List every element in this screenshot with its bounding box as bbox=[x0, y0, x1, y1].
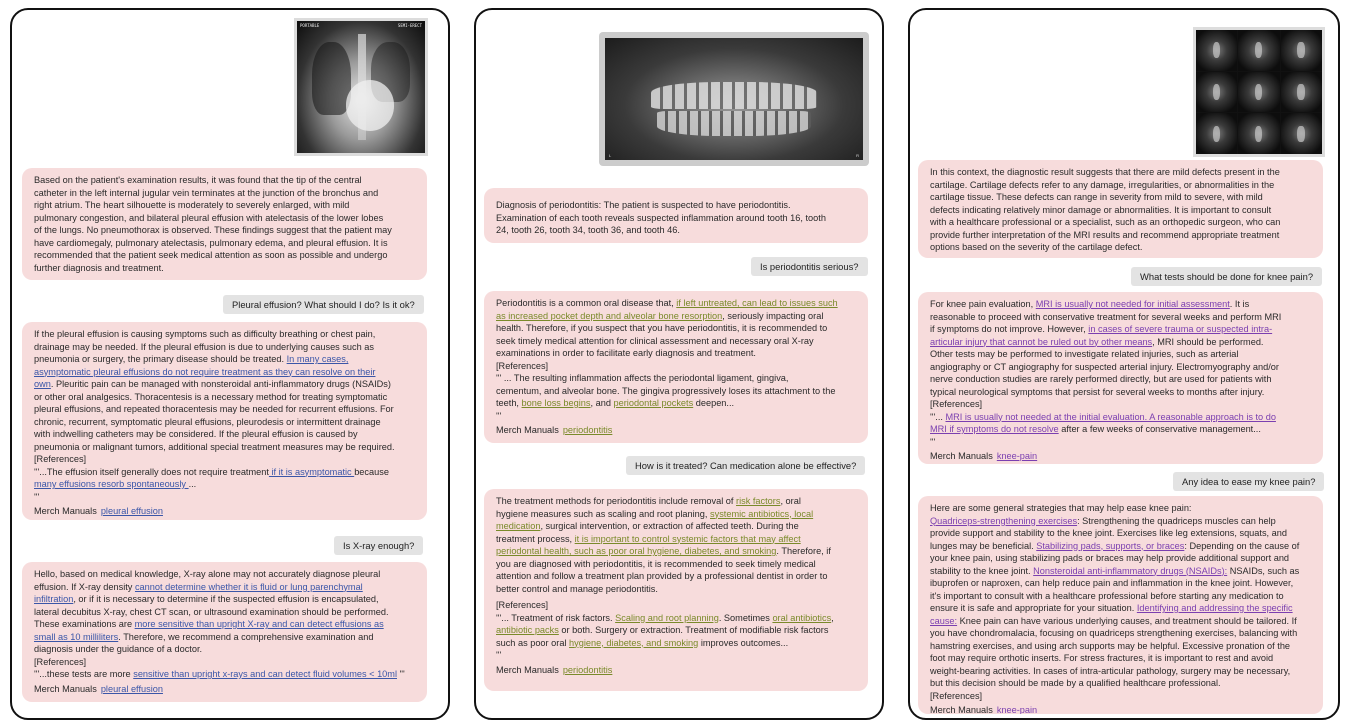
message-line: Other tests may be performed to investigate related injuries, such as arterial bbox=[930, 349, 1239, 359]
message-line: provide further interpretation of the MRI results and recommend appropriate treatment bbox=[930, 229, 1280, 240]
reference-link[interactable]: bone loss begins bbox=[521, 398, 591, 408]
evidence-link[interactable]: more sensitive than upright X-ray and can detect effusions as bbox=[134, 619, 384, 629]
message-line: nerve conduction studies are rarely performed directly, but are used for patients with bbox=[930, 374, 1272, 384]
message-line: better control and manage periodontitis. bbox=[496, 583, 658, 594]
source-label: Merch Manuals bbox=[930, 705, 993, 714]
message-line: cartilage tissue. These defects can range in severity from mild to severe, with mild bbox=[930, 192, 1263, 202]
reference-link[interactable]: MRI if symptoms do not resolve bbox=[930, 424, 1059, 434]
source-link[interactable]: knee-pain bbox=[996, 451, 1038, 461]
reference-link[interactable]: sensitive than upright x-rays and can detect fluid volumes < 10ml bbox=[133, 669, 397, 679]
pano-tag-left: L bbox=[609, 153, 612, 158]
reference-text: , bbox=[831, 612, 834, 623]
reference-text: ... bbox=[188, 479, 197, 489]
message-text: : Strengthening the quadriceps muscles can help bbox=[1077, 515, 1276, 526]
reference-text: improves outcomes... bbox=[698, 637, 789, 648]
assistant-message-diagnosis bbox=[918, 160, 1323, 258]
evidence-link[interactable]: it is important to control systemic factors that may affect bbox=[574, 533, 801, 544]
knee-mri-image bbox=[1193, 27, 1325, 157]
message-line: ibuprofen or naproxen, can help reduce pain and inflammation in the knee joint. However, bbox=[930, 578, 1294, 588]
message-line: you are diagnosed with periodontitis, it is recommended to seek timely medical bbox=[496, 558, 816, 569]
message-line: In this context, the diagnostic result suggests that there are mild defects present in the bbox=[930, 167, 1280, 177]
reference-link[interactable]: antibiotic packs bbox=[496, 625, 559, 635]
reference-text: cementum, and alveolar bone. The gingiva progressively loses its attachment to the bbox=[496, 385, 836, 396]
message-line: further diagnosis and treatment. bbox=[34, 262, 164, 273]
evidence-link[interactable]: cannot determine whether it is fluid or lung parenchymal bbox=[134, 581, 363, 592]
source-label: Merch Manuals bbox=[496, 425, 559, 435]
reference-text: ''' bbox=[496, 650, 502, 660]
evidence-link[interactable]: infiltration bbox=[34, 594, 74, 604]
message-text: . Pleuritic pain can be managed with nonsteroidal anti-inflammatory drugs (NSAIDs) bbox=[50, 379, 391, 389]
user-question-ease: Any idea to ease my knee pain? bbox=[1173, 472, 1324, 491]
references-label: [References] bbox=[34, 656, 87, 667]
source-row bbox=[496, 664, 856, 677]
message-text: The treatment methods for periodontitis include removal of bbox=[496, 496, 737, 506]
message-line: Here are some general strategies that may help ease knee pain: bbox=[930, 503, 1192, 513]
message-line: defects indicating relatively minor damage or abnormalities. It is important to consult bbox=[930, 204, 1272, 215]
message-text: , surgical intervention, or extraction of affected teeth. During the bbox=[540, 521, 799, 531]
message-text: Periodontitis is a common oral disease that, bbox=[496, 298, 677, 308]
message-line: pleural effusions, and repeated thoracentesis may be needed for recurrent effusions. For bbox=[34, 404, 394, 414]
message-text: . It is bbox=[1229, 299, 1250, 309]
evidence-link[interactable]: Stabilizing pads, supports, or braces bbox=[1036, 540, 1185, 551]
evidence-link[interactable]: periodontal health, such as poor oral hygiene, diabetes, and smoking bbox=[496, 546, 777, 556]
reference-text: '''...these tests are more bbox=[34, 669, 134, 679]
xray-tag-left: PORTABLE bbox=[300, 23, 320, 28]
assistant-message-tests bbox=[918, 292, 1323, 464]
chest-xray-image bbox=[294, 18, 428, 156]
message-text: hygiene measures such as scaling and root planing, bbox=[496, 508, 710, 519]
message-line: attention and follow a treatment plan provided by a professional dentist in order to bbox=[496, 571, 828, 581]
evidence-link[interactable]: In many cases, bbox=[286, 354, 349, 364]
reference-text: ''' bbox=[397, 669, 405, 679]
message-text: effusion. If X-ray density bbox=[34, 581, 135, 592]
message-text: : Depending on the cause of bbox=[1184, 540, 1300, 551]
chat-panel-knee bbox=[908, 8, 1340, 720]
user-question-tests: What tests should be done for knee pain? bbox=[1131, 267, 1322, 286]
message-text: Knee pain can have various underlying causes, and treatment should be tailored. If bbox=[957, 615, 1297, 626]
message-line: pneumonia or malignant tumors, additional special treatment measures may be required. bbox=[34, 441, 395, 452]
evidence-link[interactable]: Identifying and addressing the specific bbox=[1136, 603, 1293, 613]
message-line: lateral decubitus X-ray, chest CT scan, or ultrasound examination should be performed. bbox=[34, 606, 389, 617]
message-line: it's important to consult with a healthcare professional before starting any medication to bbox=[930, 590, 1284, 601]
assistant-message-treatment bbox=[484, 489, 868, 691]
message-line: Examination of each tooth reveals suspected inflammation around tooth 16, tooth bbox=[496, 212, 826, 223]
assistant-message-diagnosis bbox=[484, 188, 868, 243]
assistant-message-xray bbox=[22, 562, 427, 702]
message-line: typical neurological symptoms that persist for several weeks to months after injury. bbox=[930, 386, 1265, 397]
message-text: , MRI should be performed. bbox=[1152, 336, 1264, 347]
message-line: drainage may be needed. If the pleural effusion is due to underlying causes such as bbox=[34, 341, 374, 352]
source-row bbox=[930, 704, 1311, 714]
message-line: angiography or CT angiography for suspected arterial injury. Electromyography and/or bbox=[930, 361, 1279, 372]
message-text: These examinations are bbox=[34, 619, 135, 629]
message-line: examinations in order to facilitate early diagnosis and treatment. bbox=[496, 348, 756, 358]
message-line: weight-bearing activities. In cases of intra-articular pathology, surgery may be necessary, bbox=[930, 665, 1291, 676]
evidence-link[interactable]: asymptomatic pleural effusions do not require treatment as they can resolve on their bbox=[34, 366, 376, 377]
message-line: your knee pain, using stabilizing pads or braces may help provide additional support and bbox=[930, 553, 1290, 563]
source-link[interactable]: pleural effusion bbox=[100, 683, 163, 694]
message-text: treatment process, bbox=[496, 533, 575, 544]
reference-text: ''' bbox=[496, 410, 502, 421]
reference-text: or both. Surgery or extraction. Treatment of modifiable risk factors bbox=[558, 625, 829, 635]
message-line: If the pleural effusion is causing symptoms such as difficulty breathing or chest pain, bbox=[34, 329, 376, 339]
reference-link[interactable]: hygiene, diabetes, and smoking bbox=[569, 637, 699, 648]
source-label: Merch Manuals bbox=[930, 451, 993, 461]
source-row bbox=[34, 505, 415, 518]
pano-tag-right: R bbox=[856, 153, 859, 158]
message-line: have cardiomegaly, pulmonary atelectasis, pulmonary edema, and pleural effusion. It is bbox=[34, 237, 388, 248]
reference-text: ''' ... The resulting inflammation affects the periodontal ligament, gingiva, bbox=[496, 373, 789, 383]
source-link[interactable]: periodontitis bbox=[562, 425, 613, 435]
message-text: lunges may be beneficial. bbox=[930, 540, 1037, 551]
reference-text: because bbox=[354, 466, 389, 477]
message-text: ensure it is safe and appropriate for your situation. bbox=[930, 603, 1137, 613]
evidence-link[interactable]: Quadriceps-strengthening exercises bbox=[930, 515, 1078, 526]
message-line: foot may require orthotic inserts. For stress fractures, it is important to rest and avoid bbox=[930, 653, 1274, 663]
message-text: , seriously impacting oral bbox=[722, 310, 824, 321]
message-line: seek timely medical attention for clinical assessment and necessary oral X-ray bbox=[496, 335, 814, 346]
message-line: 24, tooth 26, tooth 34, tooth 36, and tooth 46. bbox=[496, 225, 680, 235]
source-row bbox=[34, 683, 415, 696]
reference-text: '''... bbox=[930, 411, 946, 422]
source-row bbox=[930, 450, 1311, 463]
chat-panel-dental bbox=[474, 8, 884, 720]
reference-text: after a few weeks of conservative management... bbox=[1058, 424, 1261, 434]
evidence-link[interactable]: as increased pocket depth and alveolar bone resorption bbox=[496, 310, 723, 321]
evidence-link[interactable]: MRI is usually not needed for initial assessment bbox=[1035, 299, 1230, 309]
references-label: [References] bbox=[34, 454, 87, 464]
message-line: cartilage. Cartilage defects refer to any damage, irregularities, or abnormalities in the bbox=[930, 179, 1275, 190]
message-text: , or if it is necessary to determine if the suspected effusion is encapsulated, bbox=[73, 594, 379, 604]
assistant-message-periodontitis bbox=[484, 291, 868, 443]
message-text: NSAIDs, such as bbox=[1227, 565, 1300, 576]
source-label: Merch Manuals bbox=[34, 506, 97, 516]
evidence-link[interactable]: articular injury that cannot be ruled out by other means bbox=[930, 336, 1153, 347]
message-line: Based on the patient's examination results, it was found that the tip of the central bbox=[34, 175, 362, 185]
message-text: pneumonia or surgery, the primary disease should be treated. bbox=[34, 354, 287, 364]
assistant-message-diagnosis bbox=[22, 168, 427, 280]
message-line: with indwelling catheters may be considered. If the pleural effusion is caused by bbox=[34, 429, 358, 439]
message-line: options based on the severity of the cartilage defect. bbox=[930, 242, 1143, 252]
source-link[interactable]: periodontitis bbox=[562, 664, 613, 675]
message-line: diagnosis under the guidance of a doctor. bbox=[34, 644, 203, 654]
reference-link[interactable]: oral antibiotics bbox=[772, 612, 832, 623]
message-line: reasonable to proceed with conservative treatment for several weeks and perform MRI bbox=[930, 311, 1282, 322]
user-question-serious: Is periodontitis serious? bbox=[751, 257, 868, 276]
reference-link[interactable]: if it is asymptomatic bbox=[268, 466, 355, 477]
evidence-link[interactable]: risk factors bbox=[736, 496, 781, 506]
message-text: , oral bbox=[780, 496, 801, 506]
message-line: pulmonary congestion, and bilateral pleural effusion with atelectasis of the lower lobes bbox=[34, 212, 384, 223]
reference-link[interactable]: MRI is usually not needed at the initial evaluation. A reasonable approach is to do bbox=[945, 411, 1276, 422]
message-line: catheter in the left internal jugular vein terminates at the junction of the bronchus and bbox=[34, 187, 379, 198]
evidence-link[interactable]: cause: bbox=[930, 615, 958, 626]
message-line: recommended that the patient seek medical attention as soon as possible and undergo bbox=[34, 250, 388, 260]
message-line: Diagnosis of periodontitis: The patient is suspected to have periodontitis. bbox=[496, 200, 791, 210]
reference-text: ''' bbox=[34, 491, 40, 502]
reference-text: , and bbox=[590, 398, 614, 408]
evidence-link[interactable]: medication bbox=[496, 521, 541, 531]
reference-text: deepen... bbox=[693, 398, 735, 408]
xray-tag-right: SEMI-ERECT bbox=[397, 23, 422, 28]
message-line: but this decision should be made by a qualified healthcare professional. bbox=[930, 678, 1221, 688]
message-line: or other oral analgesics. Thoracentesis is a necessary method for treating symptomatic bbox=[34, 391, 388, 402]
message-line: hamstring exercises, and using arch supports may be helpful. Excessive pronation of the bbox=[930, 640, 1291, 651]
reference-link[interactable]: periodontal pockets bbox=[613, 398, 694, 408]
evidence-link[interactable]: systemic antibiotics, local bbox=[710, 508, 814, 519]
message-text: stability to the knee joint. bbox=[930, 565, 1034, 576]
reference-text: ''' bbox=[930, 436, 936, 447]
message-text: if symptoms do not improve. However, bbox=[930, 324, 1089, 334]
reference-text: '''...The effusion itself generally does not require treatment bbox=[34, 466, 269, 477]
evidence-link[interactable]: small as 10 milliliters bbox=[34, 631, 119, 642]
source-label: Merch Manuals bbox=[496, 664, 559, 675]
references-label: [References] bbox=[496, 600, 549, 610]
source-link[interactable]: pleural effusion bbox=[100, 506, 163, 516]
user-question-pleural: Pleural effusion? What should I do? Is it ok? bbox=[223, 295, 424, 314]
message-line: chronic, recurrent, symptomatic pleural effusions, pleurodesis or intermittent drainage bbox=[34, 416, 381, 427]
reference-text: such as poor oral bbox=[496, 637, 570, 648]
evidence-link[interactable]: if left untreated, can lead to issues such bbox=[676, 298, 838, 308]
source-row bbox=[496, 424, 856, 437]
user-question-treatment: How is it treated? Can medication alone be effective? bbox=[626, 456, 865, 475]
message-text: . Therefore, we recommend a comprehensive examination and bbox=[118, 631, 374, 642]
references-label: [References] bbox=[930, 399, 983, 409]
source-label: Merch Manuals bbox=[34, 683, 97, 694]
reference-link[interactable]: Scaling and root planning bbox=[615, 612, 719, 623]
assistant-message-pleural bbox=[22, 322, 427, 520]
message-text: . Therefore, if bbox=[776, 546, 831, 556]
dental-panoramic-image bbox=[599, 32, 869, 166]
references-label: [References] bbox=[496, 360, 549, 371]
message-line: provide support and stability to the knee joint. Exercises like leg extensions, squats, and bbox=[930, 528, 1287, 538]
message-line: with a healthcare professional or a specialist, such as an orthopedic surgeon, who can bbox=[930, 217, 1281, 227]
evidence-link[interactable]: own bbox=[34, 379, 51, 389]
message-line: Hello, based on medical knowledge, X-ray alone may not accurately diagnose pleural bbox=[34, 569, 381, 579]
chat-panel-chest-xray bbox=[10, 8, 450, 720]
reference-text: teeth, bbox=[496, 398, 522, 408]
source-link[interactable]: knee-pain bbox=[996, 705, 1038, 714]
reference-link[interactable]: many effusions resorb spontaneously bbox=[34, 479, 189, 489]
message-line: you have chondromalacia, focusing on quadriceps strengthening exercises, balancing with bbox=[930, 628, 1298, 638]
message-line: right atrium. The heart silhouette is moderately to severely enlarged, with mild bbox=[34, 200, 350, 210]
message-line: health. Therefore, if you suspect that you have periodontitis, it is recommended to bbox=[496, 323, 828, 333]
evidence-link[interactable]: in cases of severe trauma or suspected intra- bbox=[1088, 324, 1273, 334]
reference-text: '''... Treatment of risk factors. bbox=[496, 612, 616, 623]
reference-text: . Sometimes bbox=[718, 612, 773, 623]
message-line: of the lungs. No pneumothorax is observed. These findings suggest that the patient may bbox=[34, 225, 392, 235]
evidence-link[interactable]: Nonsteroidal anti-inflammatory drugs (NSAIDs): bbox=[1033, 565, 1228, 576]
message-text: For knee pain evaluation, bbox=[930, 299, 1036, 309]
assistant-message-ease bbox=[918, 496, 1323, 714]
references-label: [References] bbox=[930, 690, 983, 701]
user-question-xray: Is X-ray enough? bbox=[334, 536, 423, 555]
